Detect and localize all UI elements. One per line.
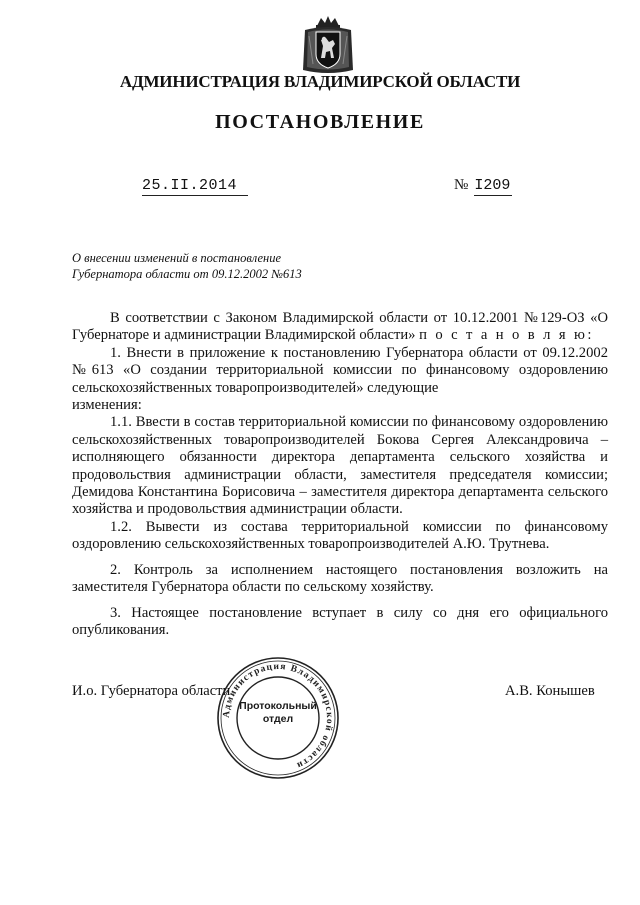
signatory-position: И.о. Губернатора области — [72, 683, 231, 699]
paragraph-item-1-2: 1.2. Вывести из состава территориальной комиссии по финансовому оздоровлению сельскохозяйственных товаропроизводителей А.Ю. Трутнева. — [72, 518, 608, 553]
document-type-title: ПОСТАНОВЛЕНИЕ — [215, 111, 425, 133]
seal-center-line-2: отдел — [262, 713, 294, 725]
number-value: I209 — [474, 177, 511, 194]
signatory-name: А.В. Конышев — [505, 683, 595, 699]
number-sign: № — [454, 177, 469, 193]
subject-line-2: Губернатора области от 09.12.2002 №613 — [72, 267, 302, 281]
paragraph-item-1-tail: изменения: — [72, 397, 142, 414]
document-date: 25.II.2014 — [142, 177, 248, 196]
organization-name: АДМИНИСТРАЦИЯ ВЛАДИМИРСКОЙ ОБЛАСТИ — [119, 72, 521, 91]
paragraph-item-1-1: 1.1. Ввести в состав территориальной комиссии по финансовому оздоровлению сельскохозяйственных товаропроизводителей Бокова Сергея Александровича – исполняющего обязанности директора департамента сельского хозяйства и продовольствия администрации области, заместителя председателя комиссии; Демидова Константина Борисовича – заместителя директора департамента сельского хозяйства и продовольствия администрации области. — [72, 414, 608, 518]
document-subject — [72, 250, 372, 282]
decree-word: п о с т а н о в л я ю: — [419, 327, 594, 344]
seal-center-line-1: Протокольный — [239, 700, 317, 712]
seal-ring-text: Администрация Владимирской области — [221, 661, 335, 771]
coat-of-arms-icon — [299, 14, 357, 76]
paragraph-item-3: 3. Настоящее постановление вступает в силу со дня его официального опубликования. — [72, 604, 608, 638]
paragraph-preamble — [72, 310, 608, 345]
seal-center-label — [236, 700, 320, 726]
paragraph-item-1: 1. Внести в приложение к постановлению Губернатора области от 09.12.2002 №613 «О создании территориальной комиссии по финансовому оздоровлению сельскохозяйственных товаропроизводителей» следующие — [72, 344, 608, 396]
subject-line-1: О внесении изменений в постановление — [72, 251, 282, 265]
preamble-text: В соответствии с Законом Владимирской области от 10.12.2001 №129-ОЗ «О Губернаторе и администрации Владимирской области» — [72, 310, 608, 344]
document-number — [454, 177, 512, 196]
paragraph-item-2: 2. Контроль за исполнением настоящего постановления возложить на заместителя Губернатора области по сельскому хозяйству. — [72, 561, 608, 596]
document-body — [72, 310, 608, 639]
